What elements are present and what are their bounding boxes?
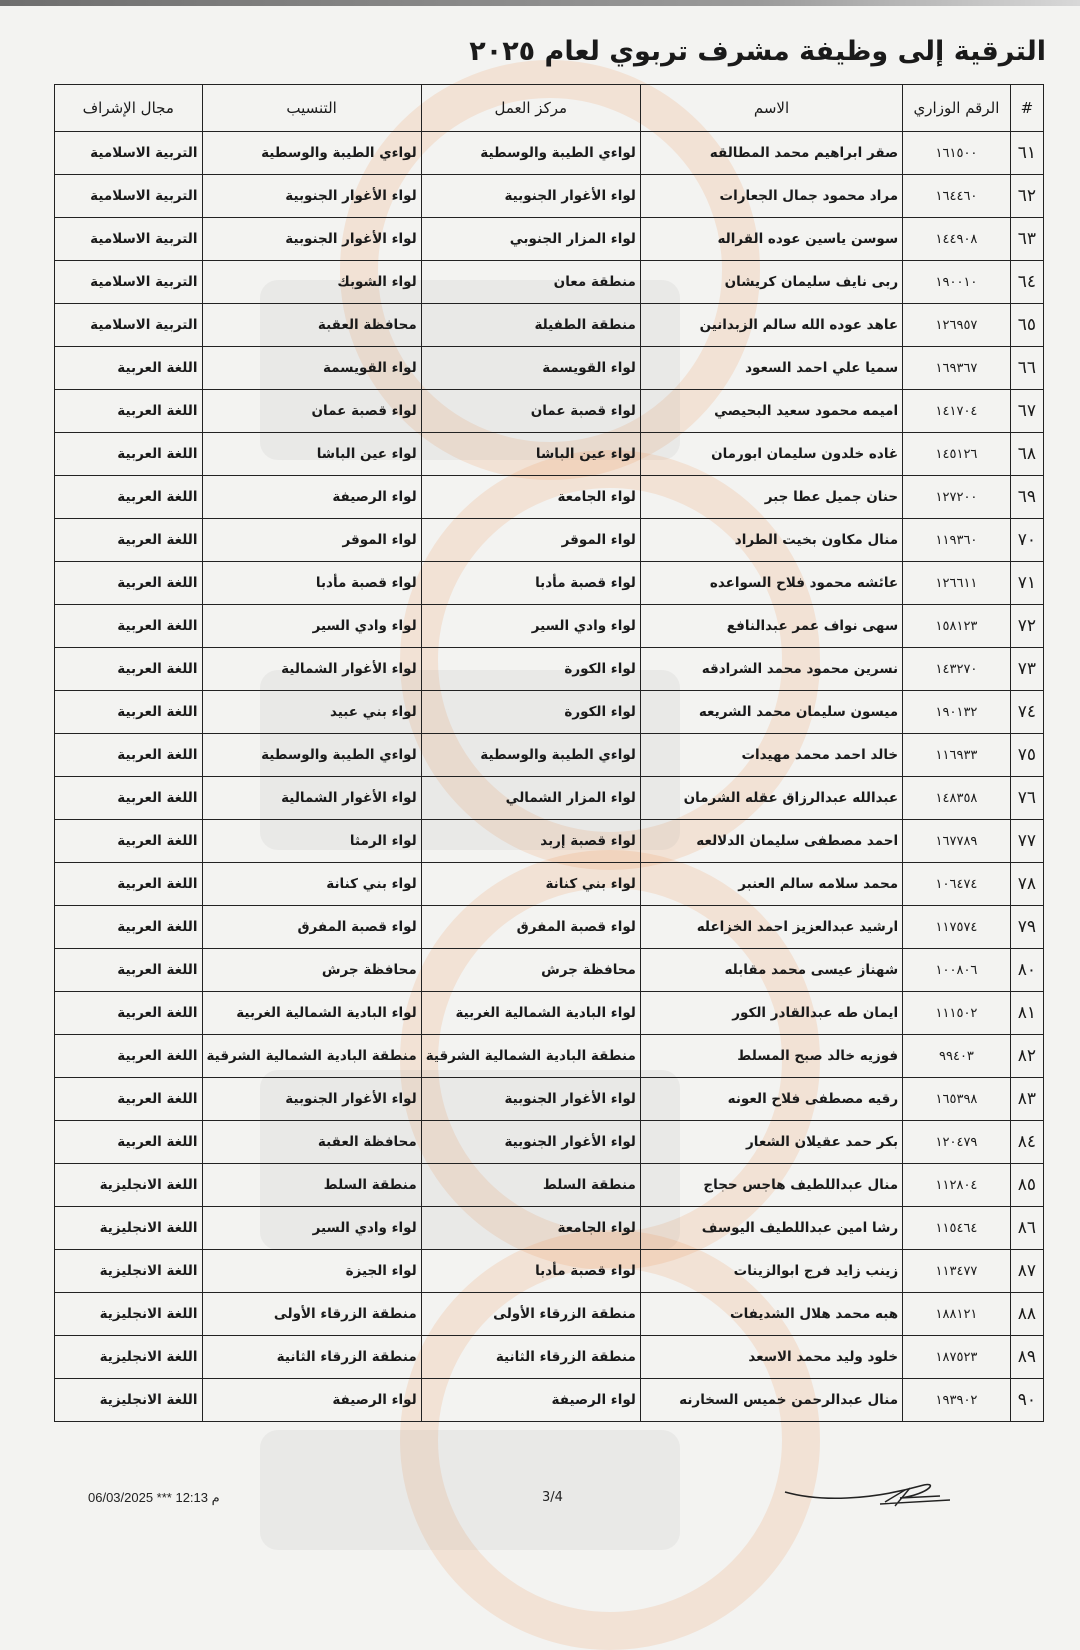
supervision-field: اللغة العربية <box>55 1121 203 1164</box>
ministry-number: ١٦٥٣٩٨ <box>903 1078 1011 1121</box>
assignment: لواء وادي السير <box>202 605 421 648</box>
table-row <box>55 433 1044 476</box>
supervision-field: اللغة العربية <box>55 519 203 562</box>
assignment: لواء بني كنانة <box>202 863 421 906</box>
employee-name: حنان جميل عطا جبر <box>640 476 902 519</box>
employee-name: رشا امين عبداللطيف اليوسف <box>640 1207 902 1250</box>
supervision-field: التربية الاسلامية <box>55 218 203 261</box>
ministry-number: ١٤٥١٢٦ <box>903 433 1011 476</box>
ministry-number: ١١٩٣٦٠ <box>903 519 1011 562</box>
ministry-number: ١٤٤٩٠٨ <box>903 218 1011 261</box>
ministry-number: ١٥٨١٢٣ <box>903 605 1011 648</box>
table-row <box>55 218 1044 261</box>
work-center: لواء قصبة المفرق <box>421 906 640 949</box>
row-index: ٦٦ <box>1010 347 1043 390</box>
row-index: ٧٩ <box>1010 906 1043 949</box>
employee-name: ارشيد عبدالعزيز احمد الخزاعله <box>640 906 902 949</box>
header-assignment: التنسيب <box>202 85 421 132</box>
assignment: لواء قصبة عمان <box>202 390 421 433</box>
row-index: ٩٠ <box>1010 1379 1043 1422</box>
ministry-number: ١٩٠٠١٠ <box>903 261 1011 304</box>
supervision-field: اللغة العربية <box>55 691 203 734</box>
ministry-number: ١٢٧٢٠٠ <box>903 476 1011 519</box>
employee-name: عبدالله عبدالرزاق عقله الشرمان <box>640 777 902 820</box>
employee-name: اميمه محمود سعيد البحيصي <box>640 390 902 433</box>
ministry-number: ١١٥٤٦٤ <box>903 1207 1011 1250</box>
table-row <box>55 519 1044 562</box>
work-center: لواء الرصيفة <box>421 1379 640 1422</box>
employee-name: شهناز عيسى محمد مقابله <box>640 949 902 992</box>
supervision-field: اللغة العربية <box>55 562 203 605</box>
row-index: ٧٥ <box>1010 734 1043 777</box>
assignment: لواء عين الباشا <box>202 433 421 476</box>
supervision-field: اللغة الانجليزية <box>55 1336 203 1379</box>
supervision-field: اللغة العربية <box>55 992 203 1035</box>
assignment: محافظة العقبة <box>202 1121 421 1164</box>
work-center: لواء قصبة عمان <box>421 390 640 433</box>
row-index: ٦٧ <box>1010 390 1043 433</box>
ministry-number: ١٦٩٣٦٧ <box>903 347 1011 390</box>
ministry-number: ١٢٦٦١١ <box>903 562 1011 605</box>
assignment: لواء قصبة مأدبا <box>202 562 421 605</box>
supervision-field: اللغة العربية <box>55 605 203 648</box>
supervision-field: اللغة العربية <box>55 777 203 820</box>
table-row <box>55 734 1044 777</box>
work-center: لواء المزار الشمالي <box>421 777 640 820</box>
employee-name: زينب زايد فرج ابوالزينات <box>640 1250 902 1293</box>
assignment: لواء قصبة المفرق <box>202 906 421 949</box>
row-index: ٨٥ <box>1010 1164 1043 1207</box>
row-index: ٨٧ <box>1010 1250 1043 1293</box>
promotion-table <box>54 84 1044 1422</box>
table-row <box>55 390 1044 433</box>
employee-name: سهى نواف عمر عبدالنافع <box>640 605 902 648</box>
work-center: لواء الكورة <box>421 691 640 734</box>
work-center: لواء وادي السير <box>421 605 640 648</box>
table-row <box>55 1379 1044 1422</box>
row-index: ٨١ <box>1010 992 1043 1035</box>
ministry-number: ١٩٠١٣٢ <box>903 691 1011 734</box>
ministry-number: ١١٣٤٧٧ <box>903 1250 1011 1293</box>
ministry-number: ١٦١٥٠٠ <box>903 132 1011 175</box>
work-center: لواء الموقر <box>421 519 640 562</box>
assignment: منطقة الزرقاء الأولى <box>202 1293 421 1336</box>
row-index: ٨٠ <box>1010 949 1043 992</box>
row-index: ٦٤ <box>1010 261 1043 304</box>
table-row <box>55 777 1044 820</box>
table-row <box>55 605 1044 648</box>
supervision-field: اللغة العربية <box>55 1078 203 1121</box>
table-row <box>55 562 1044 605</box>
ministry-number: ١١٧٥٧٤ <box>903 906 1011 949</box>
row-index: ٧٤ <box>1010 691 1043 734</box>
row-index: ٨٢ <box>1010 1035 1043 1078</box>
assignment: لواء الرمثا <box>202 820 421 863</box>
assignment: لواء بني عبيد <box>202 691 421 734</box>
table-row <box>55 820 1044 863</box>
assignment: لواء الشوبك <box>202 261 421 304</box>
table-row <box>55 1207 1044 1250</box>
table-row <box>55 1121 1044 1164</box>
header-supervision-field: مجال الإشراف <box>55 85 203 132</box>
assignment: منطقة البادية الشمالية الشرقية <box>202 1035 421 1078</box>
employee-name: فوزيه خالد صبح المسلط <box>640 1035 902 1078</box>
supervision-field: اللغة الانجليزية <box>55 1293 203 1336</box>
work-center: منطقة البادية الشمالية الشرقية <box>421 1035 640 1078</box>
supervision-field: اللغة العربية <box>55 734 203 777</box>
row-index: ٨٩ <box>1010 1336 1043 1379</box>
row-index: ٨٣ <box>1010 1078 1043 1121</box>
ministry-number: ١١١٥٠٢ <box>903 992 1011 1035</box>
assignment: لواء الجيزة <box>202 1250 421 1293</box>
header-name: الاسم <box>640 85 902 132</box>
work-center: لواء المزار الجنوبي <box>421 218 640 261</box>
document-title: الترقية إلى وظيفة مشرف تربوي لعام ٢٠٢٥ <box>469 36 1046 67</box>
employee-name: خالد احمد محمد مهيدات <box>640 734 902 777</box>
ministry-number: ١٨٧٥٢٣ <box>903 1336 1011 1379</box>
table-header-row <box>55 85 1044 132</box>
employee-name: ميسون سليمان محمد الشريعه <box>640 691 902 734</box>
ministry-number: ١٤١٧٠٤ <box>903 390 1011 433</box>
work-center: منطقة الطفيلة <box>421 304 640 347</box>
assignment: لواء الأغوار الجنوبية <box>202 218 421 261</box>
employee-name: منال عبدالرحمن خميس السخارنه <box>640 1379 902 1422</box>
ministry-number: ١٤٨٣٥٨ <box>903 777 1011 820</box>
employee-name: منال مكاون بخيت الطراد <box>640 519 902 562</box>
assignment: محافظة جرش <box>202 949 421 992</box>
employee-name: خلود وليد محمد الاسعد <box>640 1336 902 1379</box>
work-center: لواء الأغوار الجنوبية <box>421 1121 640 1164</box>
table-row <box>55 949 1044 992</box>
ministry-number: ١٠٦٤٧٤ <box>903 863 1011 906</box>
row-index: ٦٢ <box>1010 175 1043 218</box>
table-row <box>55 992 1044 1035</box>
supervision-field: اللغة العربية <box>55 433 203 476</box>
supervision-field: التربية الاسلامية <box>55 175 203 218</box>
supervision-field: اللغة الانجليزية <box>55 1164 203 1207</box>
assignment: محافظة العقبة <box>202 304 421 347</box>
supervision-field: التربية الاسلامية <box>55 132 203 175</box>
work-center: لواءي الطيبة والوسطية <box>421 132 640 175</box>
table-row <box>55 476 1044 519</box>
employee-name: صقر ابراهيم محمد المطالقه <box>640 132 902 175</box>
ministry-number: ١٢٠٤٧٩ <box>903 1121 1011 1164</box>
row-index: ٨٦ <box>1010 1207 1043 1250</box>
assignment: منطقة الزرقاء الثانية <box>202 1336 421 1379</box>
employee-name: محمد سلامه سالم العنبر <box>640 863 902 906</box>
employee-name: سوسن ياسين عوده القراله <box>640 218 902 261</box>
row-index: ٦١ <box>1010 132 1043 175</box>
work-center: لواء بني كنانة <box>421 863 640 906</box>
supervision-field: اللغة العربية <box>55 476 203 519</box>
table-row <box>55 1336 1044 1379</box>
supervision-field: اللغة العربية <box>55 949 203 992</box>
supervision-field: اللغة العربية <box>55 648 203 691</box>
table-row <box>55 175 1044 218</box>
table-row <box>55 648 1044 691</box>
table-row <box>55 1164 1044 1207</box>
work-center: لواء قصبة مأدبا <box>421 562 640 605</box>
ministry-number: ١٩٣٩٠٢ <box>903 1379 1011 1422</box>
work-center: لواء الأغوار الجنوبية <box>421 175 640 218</box>
row-index: ٧٧ <box>1010 820 1043 863</box>
header-index: # <box>1010 85 1043 132</box>
assignment: لواء وادي السير <box>202 1207 421 1250</box>
ministry-number: ٩٩٤٠٣ <box>903 1035 1011 1078</box>
table-row <box>55 906 1044 949</box>
employee-name: ايمان طه عبدالقادر الكور <box>640 992 902 1035</box>
header-work-center: مركز العمل <box>421 85 640 132</box>
work-center: لواءي الطيبة والوسطية <box>421 734 640 777</box>
work-center: لواء قصبة إربد <box>421 820 640 863</box>
work-center: لواء قصبة مأدبا <box>421 1250 640 1293</box>
employee-name: سميا علي احمد السعود <box>640 347 902 390</box>
ministry-number: ١٦٧٧٨٩ <box>903 820 1011 863</box>
footer-datetime: 06/03/2025 *** 12:13 م <box>88 1490 220 1505</box>
ministry-number: ١٨٨١٢١ <box>903 1293 1011 1336</box>
work-center: لواء الجامعة <box>421 1207 640 1250</box>
table-row <box>55 261 1044 304</box>
work-center: لواء عين الباشا <box>421 433 640 476</box>
employee-name: نسرين محمود محمد الشرادقه <box>640 648 902 691</box>
row-index: ٧٦ <box>1010 777 1043 820</box>
assignment: لواء الأغوار الجنوبية <box>202 1078 421 1121</box>
employee-name: هبه محمد هلال الشديفات <box>640 1293 902 1336</box>
work-center: لواء الأغوار الجنوبية <box>421 1078 640 1121</box>
assignment: لواء الموقر <box>202 519 421 562</box>
scan-top-edge <box>0 0 1080 6</box>
supervision-field: اللغة العربية <box>55 347 203 390</box>
row-index: ٧٠ <box>1010 519 1043 562</box>
signature-icon <box>780 1480 960 1510</box>
supervision-field: اللغة العربية <box>55 863 203 906</box>
work-center: لواء الجامعة <box>421 476 640 519</box>
work-center: منطقة معان <box>421 261 640 304</box>
table-row <box>55 347 1044 390</box>
work-center: محافظة جرش <box>421 949 640 992</box>
work-center: لواء البادية الشمالية الغربية <box>421 992 640 1035</box>
row-index: ٦٨ <box>1010 433 1043 476</box>
row-index: ٨٤ <box>1010 1121 1043 1164</box>
ministry-number: ١٢٦٩٥٧ <box>903 304 1011 347</box>
table-row <box>55 863 1044 906</box>
table-row <box>55 1293 1044 1336</box>
ministry-number: ١٤٣٢٧٠ <box>903 648 1011 691</box>
table-row <box>55 691 1044 734</box>
supervision-field: التربية الاسلامية <box>55 304 203 347</box>
employee-name: عاهد عوده الله سالم الزبدانين <box>640 304 902 347</box>
employee-name: مراد محمود جمال الجعارات <box>640 175 902 218</box>
supervision-field: التربية الاسلامية <box>55 261 203 304</box>
table-row <box>55 1078 1044 1121</box>
work-center: لواء الكورة <box>421 648 640 691</box>
row-index: ٧٢ <box>1010 605 1043 648</box>
assignment: لواء القويسمة <box>202 347 421 390</box>
employee-name: احمد مصطفى سليمان الدلالعه <box>640 820 902 863</box>
row-index: ٦٩ <box>1010 476 1043 519</box>
assignment: لواء الأغوار الشمالية <box>202 777 421 820</box>
assignment: لواء الرصيفة <box>202 1379 421 1422</box>
header-ministry-number: الرقم الوزاري <box>903 85 1011 132</box>
employee-name: بكر حمد عقيلان الشعار <box>640 1121 902 1164</box>
ministry-number: ١٠٠٨٠٦ <box>903 949 1011 992</box>
work-center: لواء القويسمة <box>421 347 640 390</box>
assignment: لواء الأغوار الشمالية <box>202 648 421 691</box>
ministry-number: ١٦٤٤٦٠ <box>903 175 1011 218</box>
row-index: ٧١ <box>1010 562 1043 605</box>
table-row <box>55 1250 1044 1293</box>
ministry-number: ١١٢٨٠٤ <box>903 1164 1011 1207</box>
work-center: منطقة الزرقاء الثانية <box>421 1336 640 1379</box>
supervision-field: اللغة العربية <box>55 390 203 433</box>
page-number: 3/4 <box>542 1490 563 1505</box>
employee-name: عائشه محمود فلاح السواعده <box>640 562 902 605</box>
row-index: ٧٣ <box>1010 648 1043 691</box>
supervision-field: اللغة العربية <box>55 820 203 863</box>
row-index: ٦٥ <box>1010 304 1043 347</box>
assignment: لواءي الطيبة والوسطية <box>202 734 421 777</box>
employee-name: غاده خلدون سليمان ابورمان <box>640 433 902 476</box>
row-index: ٧٨ <box>1010 863 1043 906</box>
assignment: لواء الأغوار الجنوبية <box>202 175 421 218</box>
assignment: لواء البادية الشمالية الغربية <box>202 992 421 1035</box>
work-center: منطقة السلط <box>421 1164 640 1207</box>
employee-name: رقيه مصطفى فلاح العونه <box>640 1078 902 1121</box>
work-center: منطقة الزرقاء الأولى <box>421 1293 640 1336</box>
supervision-field: اللغة الانجليزية <box>55 1379 203 1422</box>
ministry-number: ١١٦٩٣٣ <box>903 734 1011 777</box>
supervision-field: اللغة العربية <box>55 906 203 949</box>
supervision-field: اللغة الانجليزية <box>55 1250 203 1293</box>
row-index: ٦٣ <box>1010 218 1043 261</box>
assignment: منطقة السلط <box>202 1164 421 1207</box>
supervision-field: اللغة الانجليزية <box>55 1207 203 1250</box>
employee-name: منال عبداللطيف هاجس حجاج <box>640 1164 902 1207</box>
employee-name: ربى نايف سليمان كريشان <box>640 261 902 304</box>
table-row <box>55 304 1044 347</box>
row-index: ٨٨ <box>1010 1293 1043 1336</box>
assignment: لواء الرصيفة <box>202 476 421 519</box>
supervision-field: اللغة العربية <box>55 1035 203 1078</box>
table-row <box>55 1035 1044 1078</box>
table-body <box>55 132 1044 1422</box>
assignment: لواءي الطيبة والوسطية <box>202 132 421 175</box>
table-row <box>55 132 1044 175</box>
